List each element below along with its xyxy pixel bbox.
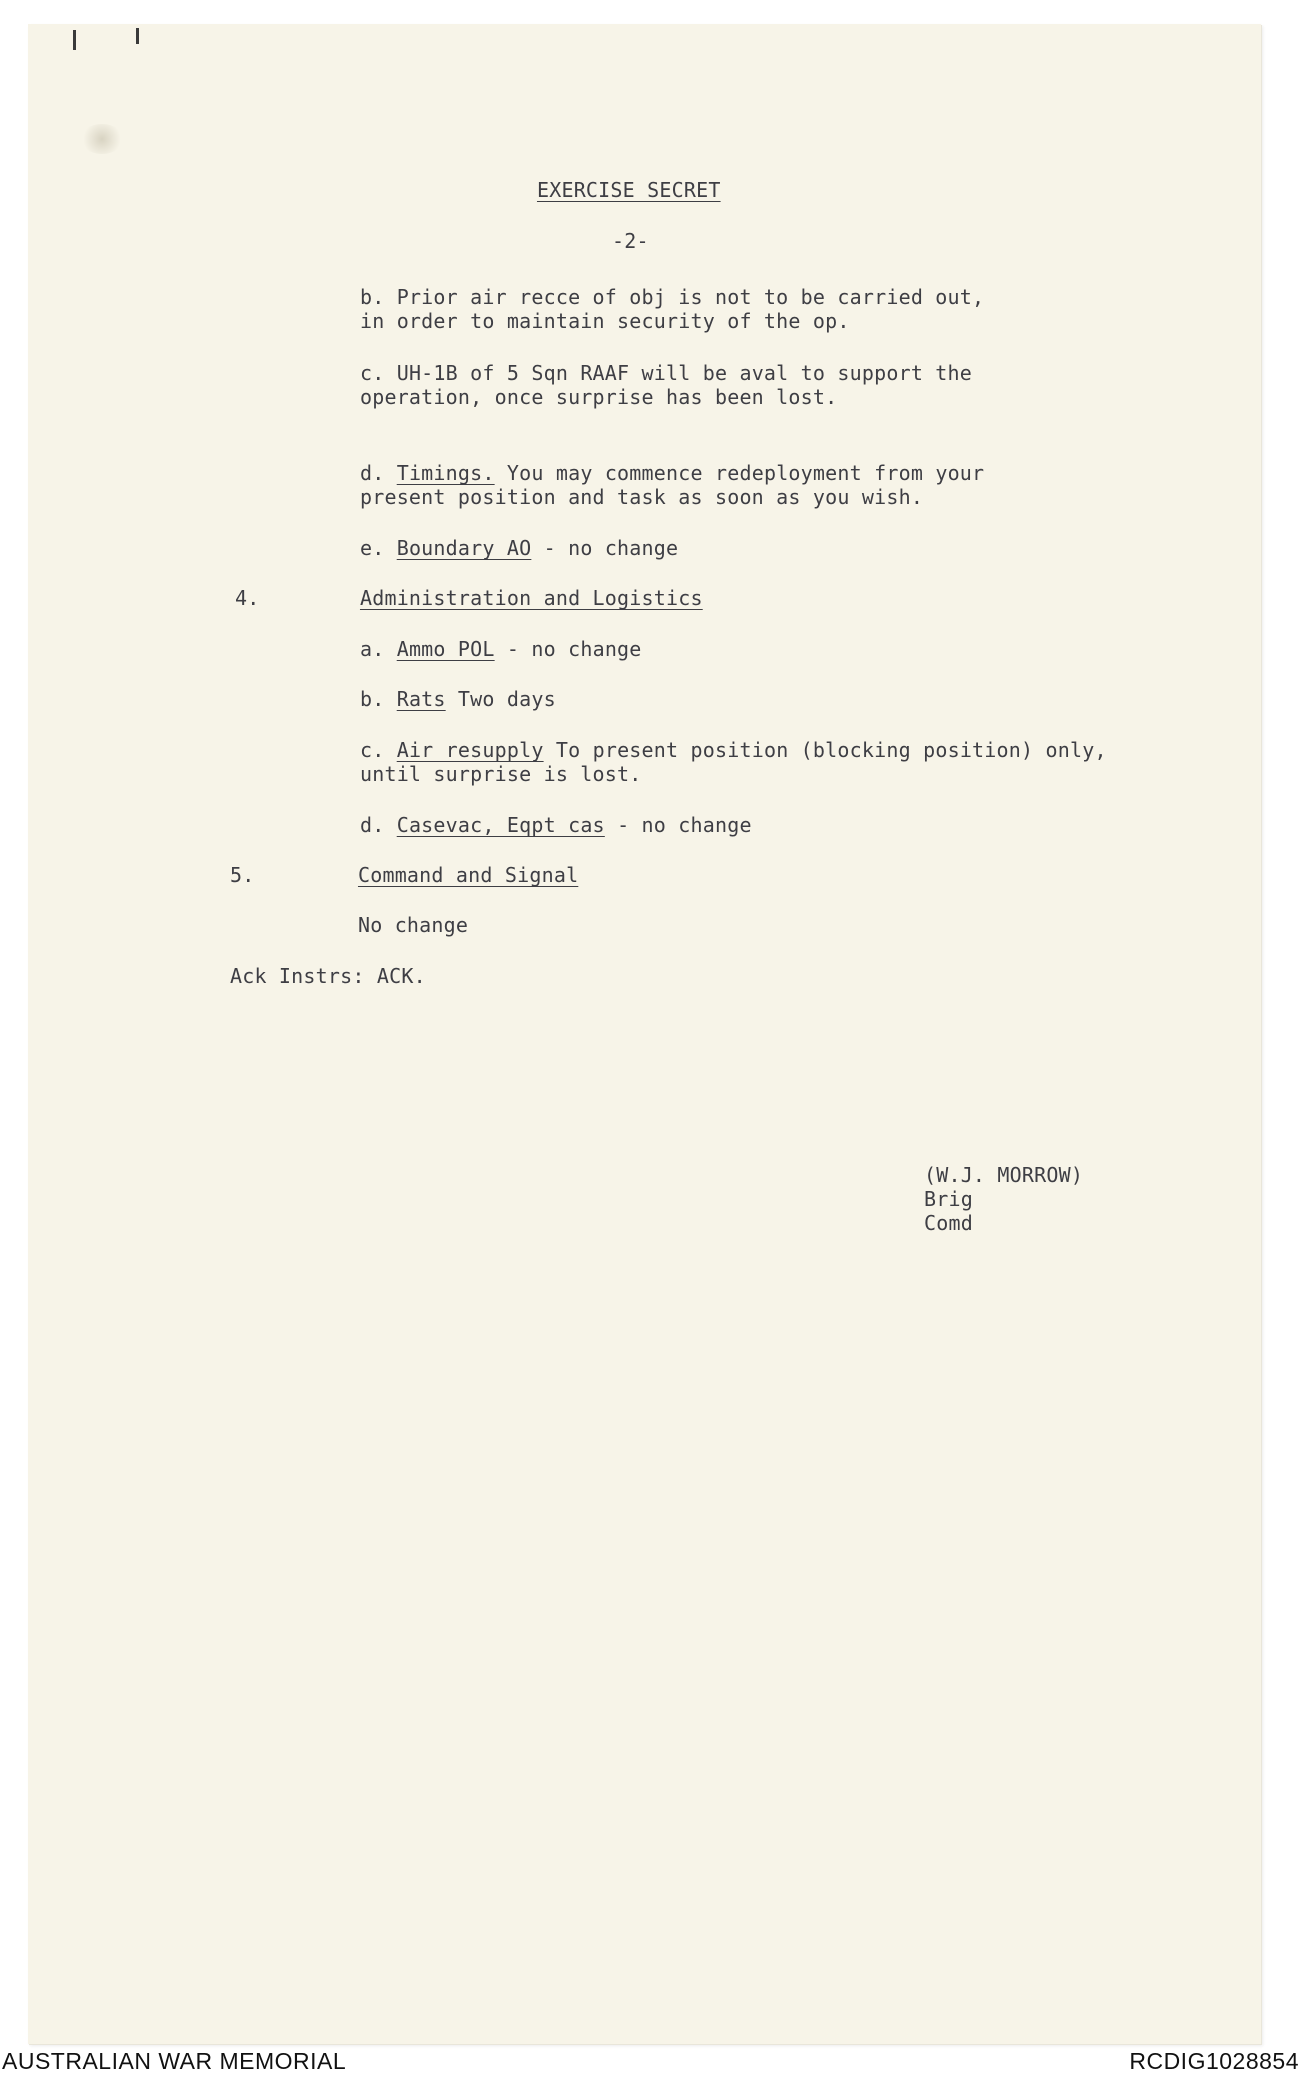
para-4b-text: Two days (457, 687, 556, 711)
signatory-rank: Brig (923, 1187, 973, 1211)
para-4c-line1: To present position (blocking position) only, (555, 738, 1107, 762)
para-3c-line2: operation, once surprise has been lost. (359, 385, 838, 409)
item-letter: d. (359, 461, 385, 485)
para-number: 4. (234, 586, 260, 610)
casevac-heading: Casevac, Eqpt cas (396, 813, 605, 837)
rats-heading: Rats (396, 687, 446, 711)
para-3d-line1: You may commence redeployment from your (506, 461, 985, 485)
item-letter: a. (359, 637, 385, 661)
ack-value: ACK. (376, 964, 426, 988)
item-letter: c. (359, 738, 385, 762)
para-4c-line2: until surprise is lost. (359, 762, 642, 786)
para-3b-line2: in order to maintain security of the op. (359, 309, 850, 333)
para-3e-text: - no change (543, 536, 679, 560)
punch-mark (136, 28, 139, 44)
paper-smudge (80, 124, 124, 154)
para-4d-text: - no change (617, 813, 752, 837)
ack-label: Ack Instrs: (229, 964, 365, 988)
item-letter: e. (359, 536, 385, 560)
para-number: 5. (229, 863, 255, 887)
item-letter: d. (359, 813, 385, 837)
boundary-heading: Boundary AO (396, 536, 532, 560)
signatory-name: (W.J. MORROW) (923, 1163, 1084, 1187)
classification-heading: EXERCISE SECRET (536, 178, 721, 202)
air-resupply-heading: Air resupply (396, 738, 544, 762)
footer-record-id: RCDIG1028854 (1129, 2048, 1299, 2074)
para-3c-line1: UH-1B of 5 Sqn RAAF will be aval to support the (396, 361, 973, 385)
para-5-text: No change (357, 913, 469, 937)
ack-line (181, 940, 426, 1012)
para-4a-text: - no change (506, 637, 642, 661)
punch-mark (73, 30, 76, 50)
ammo-pol-heading: Ammo POL (396, 637, 495, 661)
item-letter: b. (359, 687, 385, 711)
signatory-appointment: Comd (923, 1211, 973, 1235)
admin-logistics-heading: Administration and Logistics (359, 586, 703, 610)
item-letter: b. (359, 285, 385, 309)
para-3b-line1: Prior air recce of obj is not to be carried out, (396, 285, 985, 309)
item-letter: c. (359, 361, 385, 385)
document-page (28, 24, 1261, 2044)
footer-institution: AUSTRALIAN WAR MEMORIAL (2, 2048, 347, 2074)
timings-heading: Timings. (396, 461, 495, 485)
para-3d-line2: present position and task as soon as you wish. (359, 485, 924, 509)
command-signal-heading: Command and Signal (357, 863, 579, 887)
page-number: -2- (611, 229, 649, 253)
